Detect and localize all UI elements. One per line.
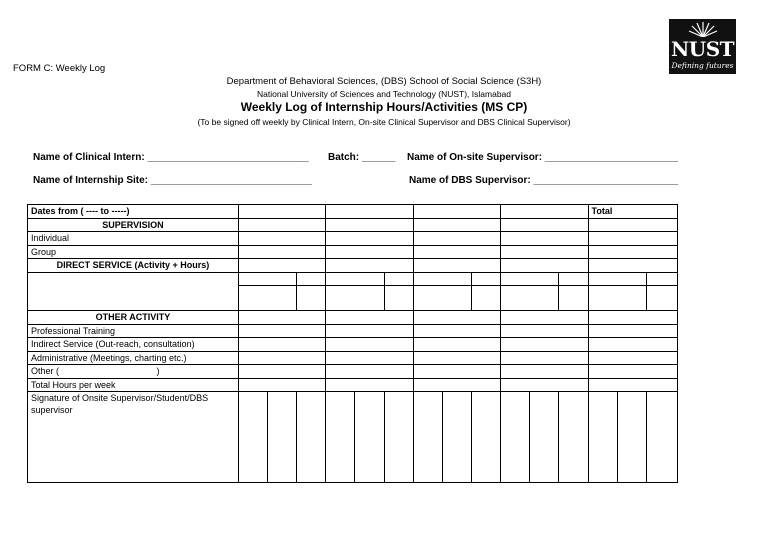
activity-cell[interactable] [326, 286, 384, 311]
signature-cell[interactable] [471, 392, 500, 483]
table-row [28, 392, 678, 483]
hours-cell[interactable] [297, 286, 326, 311]
table-cell[interactable] [326, 378, 413, 392]
table-cell[interactable] [238, 378, 325, 392]
table-cell[interactable] [501, 205, 588, 219]
signature-cell[interactable] [442, 392, 471, 483]
table-cell[interactable] [326, 365, 413, 379]
table-cell[interactable] [501, 351, 588, 365]
table-cell[interactable] [238, 245, 325, 259]
table-cell[interactable] [326, 351, 413, 365]
hours-cell[interactable] [559, 286, 588, 311]
row-label-indirect-service: Indirect Service (Out-reach, consultation) [28, 338, 239, 352]
other-activity-header: OTHER ACTIVITY [28, 311, 239, 325]
table-row [28, 218, 678, 232]
table-cell[interactable] [413, 232, 500, 246]
table-cell[interactable] [501, 324, 588, 338]
table-cell[interactable] [588, 378, 677, 392]
signature-cell[interactable] [384, 392, 413, 483]
signature-cell[interactable] [617, 392, 646, 483]
table-cell[interactable] [501, 259, 588, 273]
table-cell[interactable] [326, 205, 413, 219]
signature-cell[interactable] [355, 392, 384, 483]
table-row [28, 205, 678, 219]
signature-cell[interactable] [297, 392, 326, 483]
row-label-administrative: Administrative (Meetings, charting etc.) [28, 351, 239, 365]
activity-cell[interactable] [588, 272, 646, 286]
table-cell[interactable] [238, 232, 325, 246]
supervision-header: SUPERVISION [28, 218, 239, 232]
table-row [28, 272, 678, 286]
hours-cell[interactable] [471, 272, 500, 286]
table-cell[interactable] [326, 259, 413, 273]
table-row [28, 338, 678, 352]
table-cell[interactable] [501, 338, 588, 352]
signature-cell[interactable] [559, 392, 588, 483]
table-cell[interactable] [413, 338, 500, 352]
table-cell[interactable] [588, 324, 677, 338]
hours-cell[interactable] [297, 272, 326, 286]
table-cell[interactable] [501, 245, 588, 259]
page-title: Weekly Log of Internship Hours/Activities (MS CP) [240, 100, 528, 114]
signature-cell[interactable] [501, 392, 530, 483]
direct-service-entry[interactable] [28, 272, 239, 311]
signature-cell[interactable] [238, 392, 267, 483]
table-row [28, 351, 678, 365]
table-row [28, 365, 678, 379]
table-cell[interactable] [588, 351, 677, 365]
table-cell[interactable] [413, 378, 500, 392]
dbs-supervisor-field[interactable]: Name of DBS Supervisor: __________________________ [409, 175, 679, 186]
signature-cell[interactable] [530, 392, 559, 483]
hours-cell[interactable] [471, 286, 500, 311]
table-cell[interactable] [238, 338, 325, 352]
table-row [28, 259, 678, 273]
row-label-total-hours: Total Hours per week [28, 378, 239, 392]
weekly-log-table [27, 204, 678, 483]
table-cell[interactable] [238, 218, 325, 232]
total-label: Total [588, 205, 677, 219]
table-row [28, 245, 678, 259]
table-cell[interactable] [238, 351, 325, 365]
table-cell[interactable] [326, 245, 413, 259]
hours-cell[interactable] [384, 286, 413, 311]
table-cell[interactable] [238, 365, 325, 379]
hours-cell[interactable] [384, 272, 413, 286]
sunburst-icon [688, 21, 718, 37]
hours-cell[interactable] [646, 272, 677, 286]
direct-service-header: DIRECT SERVICE (Activity + Hours) [28, 259, 239, 273]
table-cell[interactable] [326, 338, 413, 352]
activity-cell[interactable] [238, 286, 296, 311]
table-cell[interactable] [413, 218, 500, 232]
activity-cell[interactable] [588, 286, 646, 311]
table-cell[interactable] [588, 338, 677, 352]
table-cell[interactable] [326, 324, 413, 338]
table-cell[interactable] [413, 259, 500, 273]
table-cell[interactable] [501, 365, 588, 379]
page-subtitle: (To be signed off weekly by Clinical Intern, On-site Clinical Supervisor and DBS Clinical Supervisor) [197, 117, 571, 127]
table-cell[interactable] [238, 324, 325, 338]
row-label-signature: Signature of Onsite Supervisor/Student/DBS supervisor [28, 392, 239, 483]
table-cell[interactable] [501, 218, 588, 232]
hours-cell[interactable] [559, 272, 588, 286]
table-cell[interactable] [588, 259, 677, 273]
activity-cell[interactable] [326, 272, 384, 286]
logo-word: NUST [670, 37, 735, 61]
table-cell[interactable] [326, 311, 413, 325]
activity-cell[interactable] [413, 272, 471, 286]
logo-tagline: Defining futures [671, 61, 734, 70]
table-row [28, 232, 678, 246]
row-label-other: Other ( ) [28, 365, 239, 379]
activity-cell[interactable] [501, 272, 559, 286]
table-cell[interactable] [501, 311, 588, 325]
signature-cell[interactable] [646, 392, 677, 483]
table-cell[interactable] [413, 205, 500, 219]
table-cell[interactable] [238, 259, 325, 273]
activity-cell[interactable] [238, 272, 296, 286]
table-cell[interactable] [413, 311, 500, 325]
batch-field[interactable]: Batch: ______ [328, 152, 396, 163]
table-cell[interactable] [326, 218, 413, 232]
table-cell[interactable] [588, 232, 677, 246]
table-cell[interactable] [501, 232, 588, 246]
table-row [28, 311, 678, 325]
table-cell[interactable] [238, 311, 325, 325]
row-label-professional-training: Professional Training [28, 324, 239, 338]
table-cell[interactable] [501, 378, 588, 392]
table-cell[interactable] [413, 351, 500, 365]
table-row [28, 324, 678, 338]
table-cell[interactable] [238, 205, 325, 219]
onsite-supervisor-field[interactable]: Name of On-site Supervisor: ________________________ [407, 152, 679, 163]
hours-cell[interactable] [646, 286, 677, 311]
signature-cell[interactable] [413, 392, 442, 483]
table-cell[interactable] [588, 218, 677, 232]
table-cell[interactable] [413, 245, 500, 259]
university-line: National University of Sciences and Technology (NUST), Islamabad [256, 89, 512, 99]
signature-cell[interactable] [326, 392, 355, 483]
table-cell[interactable] [588, 245, 677, 259]
table-cell[interactable] [413, 324, 500, 338]
dates-label: Dates from ( ---- to -----) [28, 205, 239, 219]
table-row [28, 378, 678, 392]
form-label: FORM C: Weekly Log [13, 63, 106, 74]
activity-cell[interactable] [413, 286, 471, 311]
department-line: Department of Behavioral Sciences, (DBS) School of Social Science (S3H) [226, 76, 542, 87]
nust-logo [669, 19, 736, 74]
row-label-individual: Individual [28, 232, 239, 246]
intern-name-field[interactable]: Name of Clinical Intern: _____________________________ [33, 152, 309, 163]
activity-cell[interactable] [501, 286, 559, 311]
table-cell[interactable] [413, 365, 500, 379]
table-cell[interactable] [588, 365, 677, 379]
signature-cell[interactable] [588, 392, 617, 483]
signature-cell[interactable] [268, 392, 297, 483]
internship-site-field[interactable]: Name of Internship Site: _____________________________ [33, 175, 313, 186]
row-label-group: Group [28, 245, 239, 259]
table-cell[interactable] [326, 232, 413, 246]
table-cell[interactable] [588, 311, 677, 325]
